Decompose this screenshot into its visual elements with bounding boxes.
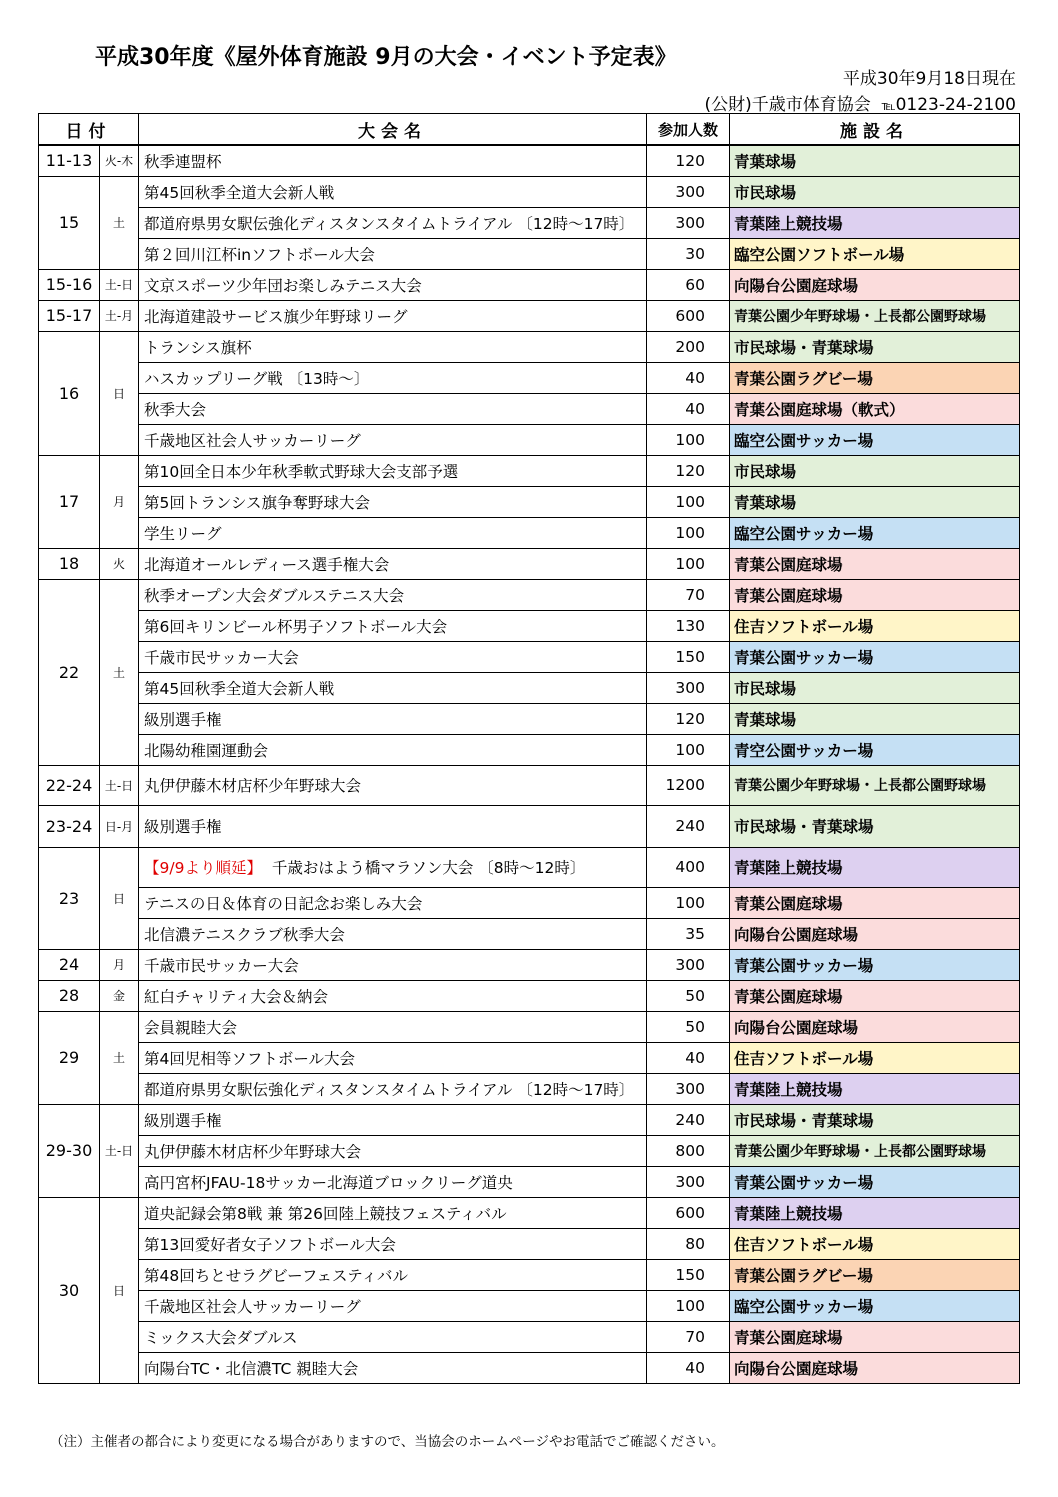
participants-cell: 40 <box>647 1352 730 1383</box>
event-name: 学生リーグ <box>144 524 222 543</box>
venue-cell: 臨空公園サッカー場 <box>730 517 1020 548</box>
venue-cell: 青葉公園庭球場（軟式） <box>730 393 1020 424</box>
table-row <box>39 1197 1020 1228</box>
venue-cell: 臨空公園ソフトボール場 <box>730 238 1020 269</box>
venue-cell: 向陽台公園庭球場 <box>730 1011 1020 1042</box>
event-name-cell <box>139 980 647 1011</box>
participants-cell: 300 <box>647 672 730 703</box>
table-row <box>39 1321 1020 1352</box>
phone-number: 0123-24-2100 <box>895 95 1016 115</box>
column-header-date: 日付 <box>39 114 139 146</box>
event-name: 高円宮杯JFAU-18サッカー北海道ブロックリーグ道央 <box>144 1173 513 1192</box>
table-row <box>39 331 1020 362</box>
weekday-cell: 火 <box>100 548 139 579</box>
date-cell: 15-16 <box>39 269 100 300</box>
event-name: 第6回キリンビール杯男子ソフトボール大会 <box>144 617 448 636</box>
table-row <box>39 672 1020 703</box>
participants-cell: 35 <box>647 918 730 949</box>
date-cell: 24 <box>39 949 100 980</box>
event-name-cell <box>139 1104 647 1135</box>
column-header-participants: 参加人数 <box>647 114 730 146</box>
table-row <box>39 1259 1020 1290</box>
table-row <box>39 176 1020 207</box>
schedule-table <box>38 113 1020 1384</box>
participants-cell: 300 <box>647 1073 730 1104</box>
venue-cell: 青葉公園少年野球場・上長都公園野球場 <box>730 1135 1020 1166</box>
event-name-cell <box>139 805 647 847</box>
weekday-cell: 日 <box>100 331 139 455</box>
table-row <box>39 486 1020 517</box>
table-row <box>39 805 1020 847</box>
event-name-cell <box>139 455 647 486</box>
event-name: 会員親睦大会 <box>144 1018 238 1037</box>
venue-cell: 青葉公園庭球場 <box>730 1321 1020 1352</box>
table-row <box>39 579 1020 610</box>
event-name: 第45回秋季全道大会新人戦 <box>144 679 335 698</box>
venue-cell: 臨空公園サッカー場 <box>730 424 1020 455</box>
event-name: 秋季大会 <box>144 400 207 419</box>
venue-cell: 青葉公園少年野球場・上長都公園野球場 <box>730 300 1020 331</box>
participants-cell: 100 <box>647 1290 730 1321</box>
venue-cell: 住吉ソフトボール場 <box>730 610 1020 641</box>
event-name: 北信濃テニスクラブ秋季大会 <box>144 925 345 944</box>
participants-cell: 30 <box>647 238 730 269</box>
participants-cell: 1200 <box>647 765 730 805</box>
event-name: 丸伊伊藤木材店杯少年野球大会 <box>144 777 362 795</box>
participants-cell: 300 <box>647 207 730 238</box>
weekday-cell: 土-日 <box>100 1104 139 1197</box>
event-name: 都道府県男女駅伝強化ディスタンスタイムトライアル 〔12時～17時〕 <box>144 214 635 233</box>
table-row <box>39 548 1020 579</box>
event-name-cell <box>139 1042 647 1073</box>
event-name-cell <box>139 579 647 610</box>
event-name-cell <box>139 362 647 393</box>
weekday-cell: 月 <box>100 455 139 548</box>
table-row <box>39 949 1020 980</box>
event-name-cell <box>139 1228 647 1259</box>
event-name: 秋季連盟杯 <box>144 152 222 171</box>
event-name: 第45回秋季全道大会新人戦 <box>144 183 335 202</box>
participants-cell: 150 <box>647 1259 730 1290</box>
event-name: 第13回愛好者女子ソフトボール大会 <box>144 1235 396 1254</box>
event-name-cell <box>139 703 647 734</box>
table-row <box>39 765 1020 805</box>
event-name: 道央記録会第8戦 兼 第26回陸上競技フェスティバル <box>144 1204 507 1223</box>
venue-cell: 青葉球場 <box>730 486 1020 517</box>
event-name: 千歳おはよう橋マラソン大会 〔8時～12時〕 <box>271 859 586 877</box>
venue-cell: 青葉球場 <box>730 145 1020 176</box>
event-name: 第48回ちとせラグビーフェスティバル <box>144 1266 409 1285</box>
venue-cell: 青葉陸上競技場 <box>730 847 1020 887</box>
participants-cell: 240 <box>647 805 730 847</box>
date-cell: 15-17 <box>39 300 100 331</box>
participants-cell: 120 <box>647 703 730 734</box>
participants-cell: 100 <box>647 424 730 455</box>
date-cell: 28 <box>39 980 100 1011</box>
event-name-cell <box>139 238 647 269</box>
venue-cell: 青空公園サッカー場 <box>730 734 1020 765</box>
venue-cell: 向陽台公園庭球場 <box>730 269 1020 300</box>
as-of-date: 平成30年9月18日現在 <box>842 69 1016 89</box>
table-row <box>39 1073 1020 1104</box>
table-row <box>39 1135 1020 1166</box>
weekday-cell: 日-月 <box>100 805 139 847</box>
date-cell: 23-24 <box>39 805 100 847</box>
table-row <box>39 847 1020 887</box>
table-row <box>39 887 1020 918</box>
participants-cell: 240 <box>647 1104 730 1135</box>
table-row <box>39 1042 1020 1073</box>
event-name-cell <box>139 610 647 641</box>
venue-cell: 住吉ソフトボール場 <box>730 1228 1020 1259</box>
venue-cell: 住吉ソフトボール場 <box>730 1042 1020 1073</box>
event-name-cell <box>139 486 647 517</box>
participants-cell: 70 <box>647 1321 730 1352</box>
event-name-cell <box>139 269 647 300</box>
table-row <box>39 517 1020 548</box>
venue-cell: 青葉公園庭球場 <box>730 887 1020 918</box>
table-row <box>39 207 1020 238</box>
table-row <box>39 269 1020 300</box>
participants-cell: 400 <box>647 847 730 887</box>
event-name: ハスカップリーグ戦 〔13時～〕 <box>144 369 370 388</box>
date-cell: 30 <box>39 1197 100 1383</box>
table-row <box>39 703 1020 734</box>
event-name-cell <box>139 672 647 703</box>
event-name: 秋季オープン大会ダブルステニス大会 <box>144 586 405 605</box>
participants-cell: 120 <box>647 145 730 176</box>
table-row <box>39 1228 1020 1259</box>
event-name: ミックス大会ダブルス <box>144 1328 298 1347</box>
event-name: 紅白チャリティ大会＆納会 <box>144 987 328 1006</box>
venue-cell: 青葉公園庭球場 <box>730 980 1020 1011</box>
venue-cell: 向陽台公園庭球場 <box>730 1352 1020 1383</box>
date-cell: 22 <box>39 579 100 765</box>
postponed-label: 【9/9より順延】 <box>144 859 262 877</box>
event-name-cell <box>139 641 647 672</box>
venue-cell: 市民球場・青葉球場 <box>730 805 1020 847</box>
participants-cell: 60 <box>647 269 730 300</box>
event-name-cell <box>139 1259 647 1290</box>
event-name: 千歳市民サッカー大会 <box>144 648 299 667</box>
venue-cell: 青葉公園ラグビー場 <box>730 362 1020 393</box>
event-name-cell <box>139 207 647 238</box>
weekday-cell: 土-日 <box>100 269 139 300</box>
event-name: 千歳市民サッカー大会 <box>144 956 299 975</box>
event-name-cell <box>139 1073 647 1104</box>
venue-cell: 青葉公園ラグビー場 <box>730 1259 1020 1290</box>
participants-cell: 120 <box>647 455 730 486</box>
schedule-body <box>39 145 1020 1383</box>
event-name-cell <box>139 1352 647 1383</box>
participants-cell: 50 <box>647 1011 730 1042</box>
event-name-cell <box>139 300 647 331</box>
weekday-cell: 日 <box>100 847 139 949</box>
table-row <box>39 300 1020 331</box>
venue-cell: 青葉公園庭球場 <box>730 548 1020 579</box>
participants-cell: 100 <box>647 734 730 765</box>
event-name: 千歳地区社会人サッカーリーグ <box>144 431 361 450</box>
event-name-cell <box>139 1197 647 1228</box>
date-cell: 15 <box>39 176 100 269</box>
participants-cell: 300 <box>647 949 730 980</box>
venue-cell: 青葉公園サッカー場 <box>730 1166 1020 1197</box>
event-name-cell <box>139 1135 647 1166</box>
participants-cell: 600 <box>647 1197 730 1228</box>
table-row <box>39 455 1020 486</box>
participants-cell: 130 <box>647 610 730 641</box>
organization-name: (公財)千歳市体育協会 <box>704 95 871 115</box>
event-name-cell <box>139 734 647 765</box>
date-cell: 29-30 <box>39 1104 100 1197</box>
event-name-cell <box>139 1166 647 1197</box>
table-row <box>39 734 1020 765</box>
event-name-cell <box>139 424 647 455</box>
event-name-cell <box>139 847 647 887</box>
venue-cell: 青葉公園サッカー場 <box>730 641 1020 672</box>
weekday-cell: 土-月 <box>100 300 139 331</box>
event-name: 都道府県男女駅伝強化ディスタンスタイムトライアル 〔12時～17時〕 <box>144 1080 635 1099</box>
table-row <box>39 1011 1020 1042</box>
venue-cell: 青葉公園庭球場 <box>730 579 1020 610</box>
date-cell: 23 <box>39 847 100 949</box>
venue-cell: 市民球場・青葉球場 <box>730 1104 1020 1135</box>
event-name-cell <box>139 918 647 949</box>
event-name-cell <box>139 887 647 918</box>
event-name-cell <box>139 1011 647 1042</box>
participants-cell: 150 <box>647 641 730 672</box>
event-name: 第２回川江杯inソフトボール大会 <box>144 245 375 264</box>
table-row <box>39 424 1020 455</box>
participants-cell: 40 <box>647 393 730 424</box>
weekday-cell: 土 <box>100 176 139 269</box>
phone-icon: ℡ <box>881 99 896 114</box>
event-name-cell <box>139 1321 647 1352</box>
venue-cell: 市民球場・青葉球場 <box>730 331 1020 362</box>
table-row <box>39 393 1020 424</box>
venue-cell: 青葉公園サッカー場 <box>730 949 1020 980</box>
column-header-venue: 施設名 <box>730 114 1020 146</box>
date-cell: 22-24 <box>39 765 100 805</box>
event-name: 文京スポーツ少年団お楽しみテニス大会 <box>144 276 422 295</box>
venue-cell: 青葉球場 <box>730 703 1020 734</box>
weekday-cell: 土 <box>100 1011 139 1104</box>
event-name: 千歳地区社会人サッカーリーグ <box>144 1297 361 1316</box>
table-row <box>39 980 1020 1011</box>
column-header-event: 大会名 <box>139 114 647 146</box>
weekday-cell: 金 <box>100 980 139 1011</box>
event-name: 第10回全日本少年秋季軟式野球大会支部予選 <box>144 462 459 481</box>
venue-cell: 臨空公園サッカー場 <box>730 1290 1020 1321</box>
event-name: 級別選手権 <box>144 818 222 836</box>
event-name-cell <box>139 517 647 548</box>
table-row <box>39 1352 1020 1383</box>
page-title: 平成30年度《屋外体育施設 9月の大会・イベント予定表》 <box>95 45 677 70</box>
event-name: 丸伊伊藤木材店杯少年野球大会 <box>144 1142 362 1161</box>
venue-cell: 市民球場 <box>730 672 1020 703</box>
participants-cell: 50 <box>647 980 730 1011</box>
event-name-cell <box>139 176 647 207</box>
table-row <box>39 918 1020 949</box>
organization-line <box>705 90 1016 115</box>
weekday-cell: 日 <box>100 1197 139 1383</box>
venue-cell: 青葉公園少年野球場・上長都公園野球場 <box>730 765 1020 805</box>
table-row <box>39 610 1020 641</box>
venue-cell: 向陽台公園庭球場 <box>730 918 1020 949</box>
participants-cell: 600 <box>647 300 730 331</box>
table-row <box>39 1166 1020 1197</box>
header-row <box>39 114 1020 146</box>
venue-cell: 市民球場 <box>730 176 1020 207</box>
participants-cell: 200 <box>647 331 730 362</box>
event-name: テニスの日＆体育の日記念お楽しみ大会 <box>144 894 423 913</box>
date-cell: 29 <box>39 1011 100 1104</box>
date-cell: 17 <box>39 455 100 548</box>
event-name: 向陽台TC・北信濃TC 親睦大会 <box>144 1359 359 1378</box>
event-name-cell <box>139 765 647 805</box>
participants-cell: 100 <box>647 486 730 517</box>
venue-cell: 青葉陸上競技場 <box>730 1073 1020 1104</box>
participants-cell: 800 <box>647 1135 730 1166</box>
venue-cell: 青葉陸上競技場 <box>730 207 1020 238</box>
participants-cell: 100 <box>647 548 730 579</box>
event-name-cell <box>139 393 647 424</box>
event-name-cell <box>139 548 647 579</box>
venue-cell: 市民球場 <box>730 455 1020 486</box>
participants-cell: 100 <box>647 887 730 918</box>
footer-note: （注）主催者の都合により変更になる場合がありますので、当協会のホームページやお電話でご確認ください。 <box>50 1434 725 1450</box>
participants-cell: 300 <box>647 1166 730 1197</box>
event-name: 級別選手権 <box>144 1111 222 1130</box>
participants-cell: 40 <box>647 1042 730 1073</box>
event-name: トランシス旗杯 <box>144 338 252 357</box>
weekday-cell: 土-日 <box>100 765 139 805</box>
event-name: 北海道建設サービス旗少年野球リーグ <box>144 307 408 326</box>
event-name: 級別選手権 <box>144 710 222 729</box>
event-name: 北海道オールレディース選手権大会 <box>144 555 390 574</box>
event-name-cell <box>139 1290 647 1321</box>
weekday-cell: 土 <box>100 579 139 765</box>
event-name-cell <box>139 331 647 362</box>
event-name-cell <box>139 145 647 176</box>
table-row <box>39 362 1020 393</box>
date-cell: 16 <box>39 331 100 455</box>
event-name-cell <box>139 949 647 980</box>
participants-cell: 40 <box>647 362 730 393</box>
participants-cell: 70 <box>647 579 730 610</box>
weekday-cell: 火-木 <box>100 145 139 176</box>
table-row <box>39 238 1020 269</box>
table-row <box>39 641 1020 672</box>
participants-cell: 100 <box>647 517 730 548</box>
event-name: 第5回トランシス旗争奪野球大会 <box>144 493 371 512</box>
event-name: 北陽幼稚園運動会 <box>144 741 269 760</box>
table-row <box>39 1290 1020 1321</box>
table-row <box>39 1104 1020 1135</box>
participants-cell: 80 <box>647 1228 730 1259</box>
participants-cell: 300 <box>647 176 730 207</box>
event-name: 第4回児相等ソフトボール大会 <box>144 1049 356 1068</box>
venue-cell: 青葉陸上競技場 <box>730 1197 1020 1228</box>
date-cell: 11-13 <box>39 145 100 176</box>
date-cell: 18 <box>39 548 100 579</box>
weekday-cell: 月 <box>100 949 139 980</box>
table-row <box>39 145 1020 176</box>
